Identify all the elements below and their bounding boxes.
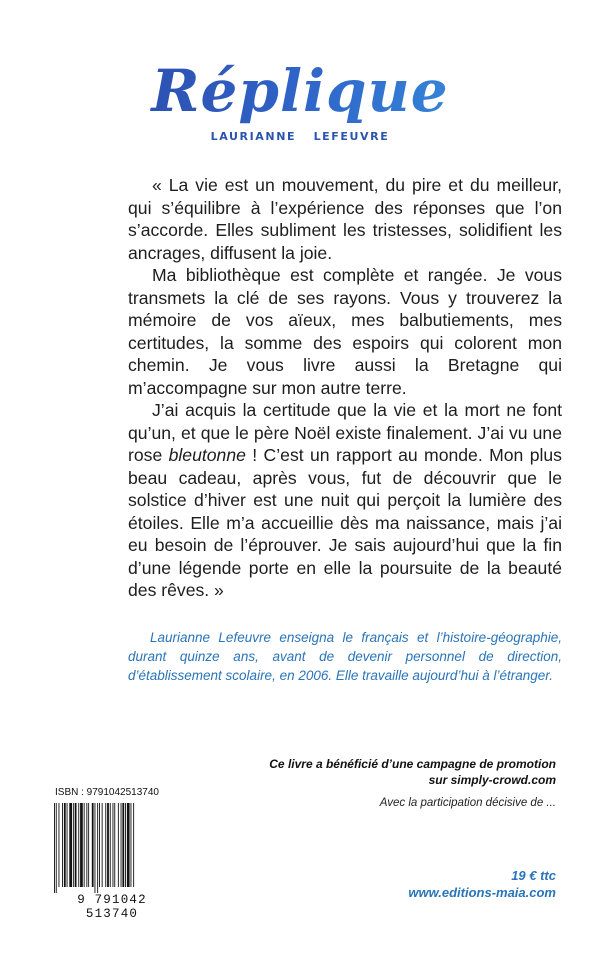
barcode-bar: [92, 803, 94, 887]
barcode-bar: [56, 803, 57, 893]
barcode: [50, 803, 172, 897]
barcode-bar: [88, 803, 89, 887]
barcode-bar: [97, 803, 98, 893]
barcode-bar: [64, 803, 66, 887]
price-amount: 19 € ttc: [511, 868, 556, 883]
barcode-bar: [80, 803, 83, 887]
barcode-bar: [127, 803, 130, 887]
author-name: [0, 130, 600, 143]
price-block: [256, 867, 556, 901]
barcode-bar: [86, 803, 87, 887]
barcode-bar: [59, 803, 60, 887]
participation-note: Avec la participation décisive de ...: [379, 797, 556, 809]
author-bio-text: Laurianne Lefeuvre enseigna le français et l’histoire-géographie, durant quinze ans, avant de devenir personnel de direction, d’établissement scolaire, en 2006. Elle travaille aujourd’hui à l’étranger.: [128, 630, 562, 683]
barcode-bar: [84, 803, 85, 887]
barcode-bar: [133, 803, 134, 887]
barcode-bar: [73, 803, 74, 887]
barcode-bar: [110, 803, 111, 887]
back-cover-text: [128, 174, 562, 602]
barcode-bar: [113, 803, 114, 887]
barcode-bar: [69, 803, 72, 887]
barcode-bar: [95, 803, 96, 893]
author-first-name: LAURIANNE: [210, 130, 297, 143]
emphasized-word: bleutonne: [168, 445, 246, 465]
author-last-name: LEFEUVRE: [313, 130, 390, 143]
author-bio: [128, 628, 562, 685]
promo-line-1: Ce livre a bénéficié d’une campagne de promotion: [269, 757, 556, 771]
barcode-bar: [67, 803, 68, 887]
barcode-bar: [105, 803, 106, 887]
publisher-website: www.editions-maia.com: [408, 885, 556, 900]
back-text-paragraph-2: Ma bibliothèque est complète et rangée. Je vous transmets la clé de ses rayons. Vous y trouverez la mémoire de vos aïeux, mes balbutiements, mes certitudes, la somme des espoirs qui colorent mon chemin. Je vous livre aussi la Bretagne qui m’accompagne sur mon autre terre.: [128, 265, 562, 398]
barcode-bar: [118, 803, 119, 887]
barcode-bar: [62, 803, 63, 887]
barcode-bar: [125, 803, 126, 887]
back-text-paragraph-1: « La vie est un mouvement, du pire et du meilleur, qui s’équilibre à l’expérience des réponses que l’on s’accorde. Elles subliment les tristesses, solidifient les ancrages, diffusent la joie.: [128, 175, 562, 263]
barcode-bar: [131, 803, 132, 887]
barcode-bar: [54, 803, 55, 893]
promo-line-2: sur simply-crowd.com: [428, 773, 556, 787]
barcode-bar: [102, 803, 103, 887]
barcode-bar: [99, 803, 100, 887]
barcode-bar: [121, 803, 122, 887]
promo-note: [236, 756, 556, 788]
barcode-bar: [122, 803, 124, 887]
barcode-bar: [107, 803, 109, 887]
back-text-paragraph-3: J’ai acquis la certitude que la vie et la mort ne font qu’un, et que le père Noël existe finalement. J’ai vu une rose bleutonne ! C’est un rapport au monde. Mon plus beau cadeau, après vous, fut de découvrir que le solstice d’hiver est une nuit qui perçoit la lumière des étoiles. Elle m’a accueillie dès ma naissance, mais j’ai eu besoin de l’éprouver. Je sais aujourd’hui que la fin d’une légende porte en elle la poursuite de la beauté des rêves. »: [128, 400, 562, 600]
barcode-bar: [78, 803, 79, 887]
barcode-bar: [114, 803, 115, 887]
barcode-bar: [75, 803, 77, 887]
barcode-number: 9 791042 513740: [77, 893, 147, 921]
book-title: Réplique: [0, 56, 600, 126]
isbn-label: ISBN : 9791042513740: [55, 787, 159, 798]
